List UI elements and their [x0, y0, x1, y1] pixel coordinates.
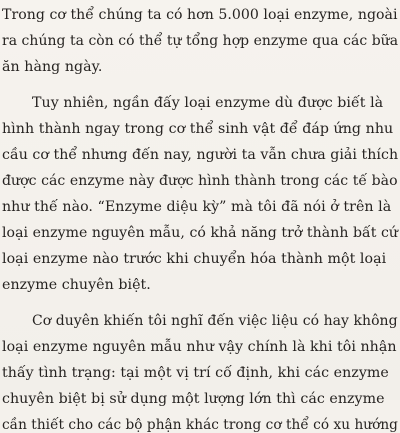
- text-line: như thế nào. “Enzyme diệu kỳ” mà tôi đã nói ở trên là: [2, 199, 392, 215]
- text-line: hình thành ngay trong cơ thể sinh vật để đáp ứng nhu: [2, 121, 394, 137]
- text-line: loại enzyme nguyên mẫu như vậy chính là khi tôi nhận: [2, 339, 397, 355]
- text-line: chuyên biệt bị sử dụng một lượng lớn thì các enzyme: [2, 391, 385, 407]
- text-line: loại enzyme nguyên mẫu, có khả năng trở thành bất cứ: [2, 225, 398, 241]
- text-line: enzyme chuyên biệt.: [2, 277, 151, 293]
- text-line: cần thiết cho các bộ phận khác trong cơ thể có xu hướng: [2, 417, 398, 433]
- text-line: được các enzyme này được hình thành trong các tế bào: [2, 173, 398, 189]
- text-line: cầu cơ thể nhưng đến nay, người ta vẫn chưa giải thích: [2, 147, 399, 163]
- text-line: Trong cơ thể chúng ta có hơn 5.000 loại enzyme, ngoài: [2, 7, 398, 23]
- text-line: ăn hàng ngày.: [2, 59, 103, 75]
- text-line: thấy tình trạng: tại một vị trí cố định, khi các enzyme: [2, 365, 389, 381]
- text-line: Cơ duyên khiến tôi nghĩ đến việc liệu có hay không: [32, 313, 398, 329]
- text-line: loại enzyme nào trước khi chuyển hóa thành một loại: [2, 251, 387, 267]
- text-line: ra chúng ta còn có thể tự tổng hợp enzyme qua các bữa: [2, 33, 399, 49]
- text-line: Tuy nhiên, ngần đấy loại enzyme dù được biết là: [32, 95, 384, 111]
